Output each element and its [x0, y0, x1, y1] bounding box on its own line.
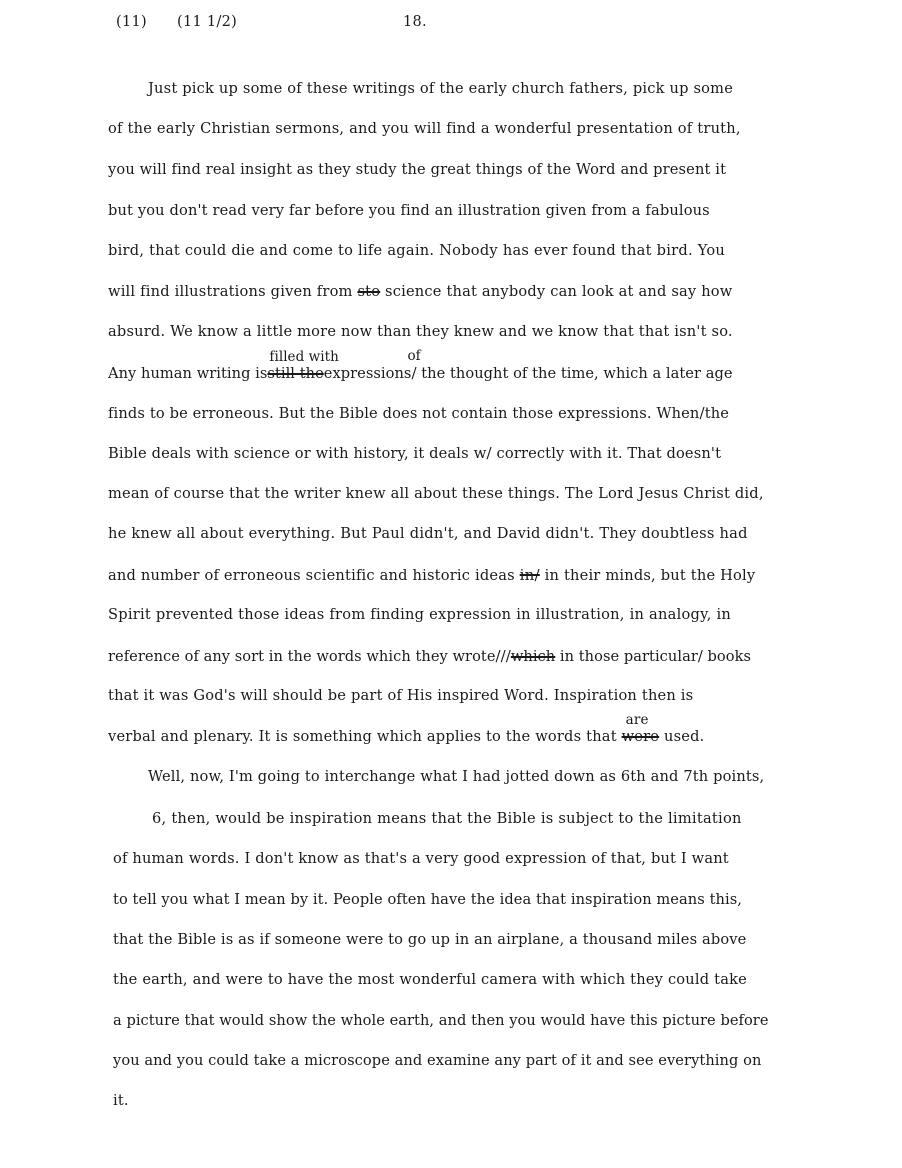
text-line — [108, 712, 705, 747]
text-line: but you don't read very far before you find an illustration given from a fabulous — [108, 202, 710, 219]
text-fragment: and number of erroneous scientific and historic ideas — [108, 567, 520, 584]
text-line: you and you could take a microscope and examine any part of it and see everything on — [113, 1052, 762, 1069]
text-line: Just pick up some of these writings of the early church fathers, pick up some — [148, 80, 734, 97]
text-line: absurd. We know a little more now than they knew and we know that that isn't so. — [108, 323, 733, 340]
struck-text: sto — [357, 283, 381, 300]
correction-mark: / — [699, 404, 705, 422]
header-section-number: (11) — [116, 14, 147, 30]
correction-mark: in/ — [519, 566, 540, 584]
text-fragment: will find illustrations given from — [108, 283, 358, 300]
text-fragment: correctly with it. That doesn't — [491, 445, 722, 462]
text-line: 6, then, would be inspiration means that the Bible is subject to the limitation — [152, 810, 742, 827]
text-line: you will find real insight as they study the great things of the Word and present it — [108, 161, 727, 178]
text-line: that the Bible is as if someone were to go up in an airplane, a thousand miles above — [113, 931, 747, 948]
text-fragment: in their minds, but the Holy — [539, 567, 756, 584]
text-fragment: Bible deals with science or with history, it deals — [108, 445, 474, 462]
struck-text: which — [510, 648, 556, 665]
text-fragment: in those particular/ books — [555, 648, 751, 665]
text-line: mean of course that the writer knew all about these things. The Lord Jesus Christ did, — [108, 485, 764, 502]
text-line: of the early Christian sermons, and you will find a wonderful presentation of truth, — [108, 120, 741, 137]
correction-mark: /// — [495, 647, 511, 665]
header-section-fraction: (11 1/2) — [177, 14, 238, 30]
correction-mark: / — [411, 364, 417, 382]
text-line: of human words. I don't know as that's a very good expression of that, but I want — [113, 850, 729, 867]
text-fragment: expressions — [323, 365, 412, 382]
text-line: that it was God's will should be part of His inspired Word. Inspiration then is — [108, 687, 694, 704]
text-fragment: Any human writing is — [108, 365, 268, 382]
correction-mark: w/ — [473, 444, 492, 462]
text-line: a picture that would show the whole earth, and then you would have this picture before — [113, 1012, 769, 1029]
text-fragment: the thought of the time, which a later age — [416, 365, 733, 382]
handwritten-insertion: are — [625, 712, 649, 728]
text-fragment: science that anybody can look at and say how — [380, 283, 733, 300]
text-line: he knew all about everything. But Paul didn't, and David didn't. They doubtless had — [108, 525, 748, 542]
handwritten-insertion: filled with — [269, 349, 339, 365]
struck-text: were — [621, 728, 660, 745]
text-line: Spirit prevented those ideas from finding expression in illustration, in analogy, in — [108, 606, 732, 623]
text-line: to tell you what I mean by it. People often have the idea that inspiration means this, — [113, 891, 743, 908]
text-line — [108, 443, 721, 464]
handwritten-insertion: of — [407, 348, 421, 364]
text-line — [108, 403, 729, 424]
struck-text: still the — [267, 365, 324, 382]
text-fragment: the — [704, 405, 730, 422]
text-line: Well, now, I'm going to interchange what I had jotted down as 6th and 7th points, — [148, 768, 765, 785]
text-fragment: used. — [659, 728, 705, 745]
page-number: 18. — [403, 14, 427, 30]
text-line — [108, 348, 733, 384]
text-line: it. — [113, 1092, 129, 1109]
text-fragment: finds to be erroneous. But the Bible does not contain those expressions. When — [108, 405, 700, 422]
text-line — [108, 565, 755, 586]
text-line — [108, 646, 751, 667]
text-line: the earth, and were to have the most wonderful camera with which they could take — [113, 971, 747, 988]
text-fragment: reference of any sort in the words which they wrote — [108, 648, 496, 665]
text-line — [108, 282, 732, 302]
text-line: bird, that could die and come to life again. Nobody has ever found that bird. You — [108, 242, 726, 259]
text-fragment: verbal and plenary. It is something which applies to the words that — [108, 728, 622, 745]
